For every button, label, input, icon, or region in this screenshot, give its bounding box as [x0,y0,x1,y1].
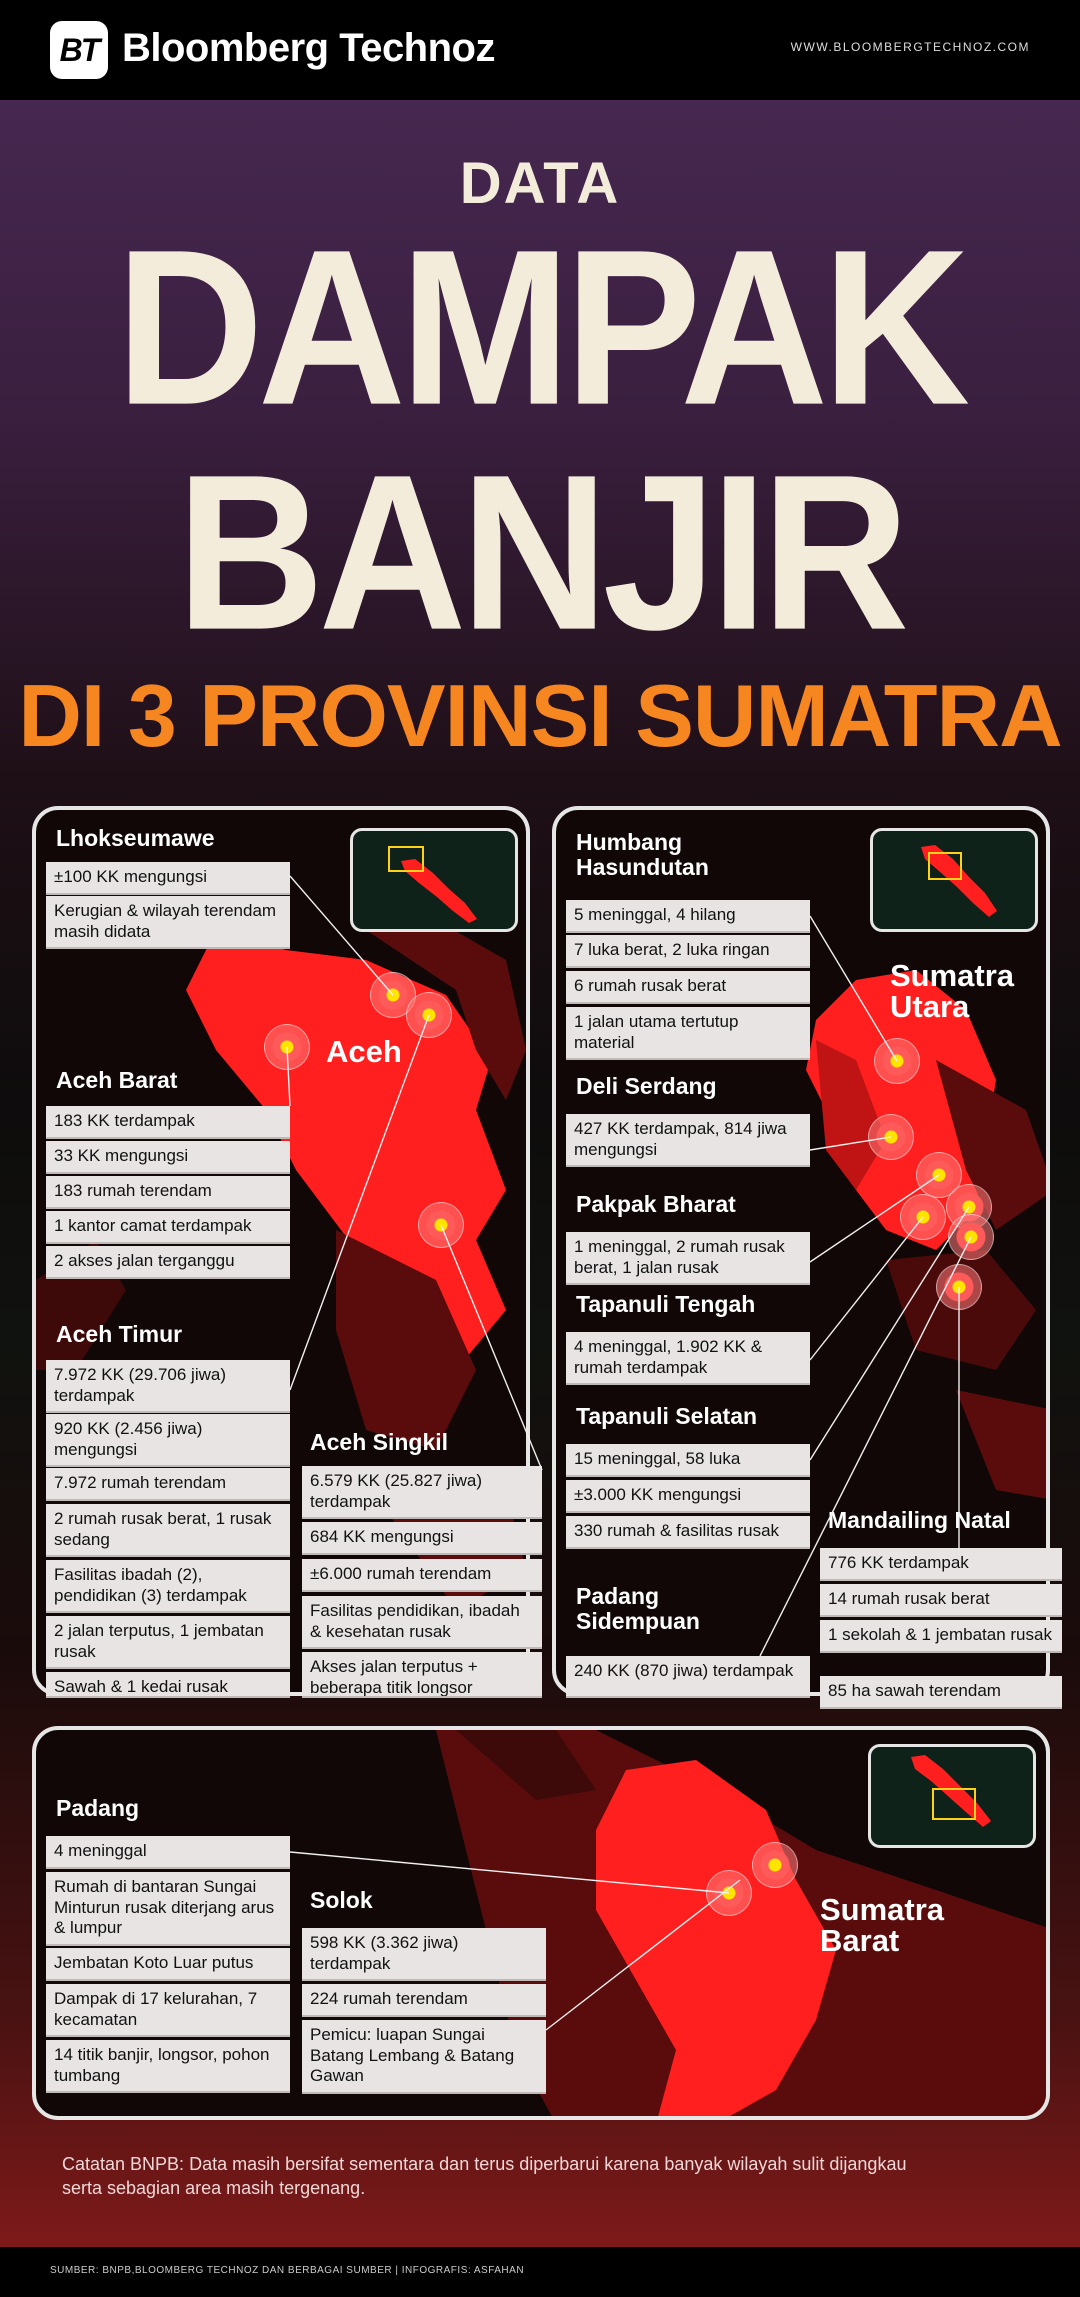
info-box: 6 rumah rusak berat [566,971,810,1004]
info-box: ±3.000 KK mengungsi [566,1480,810,1513]
location-dot [900,1194,946,1240]
info-box: 7.972 rumah terendam [46,1468,290,1501]
info-box: ±100 KK mengungsi [46,862,290,895]
province-sumatra-utara: Sumatra Utara [890,958,1015,1024]
region-aceh-barat: Aceh Barat [56,1067,178,1093]
info-box: 33 KK mengungsi [46,1141,290,1174]
bt-logo-icon: BT [50,21,108,79]
info-box: 183 KK terdampak [46,1106,290,1139]
region-humbang: Humbang Hasundutan [576,829,709,881]
info-box: 1 jalan utama tertutup material [566,1007,810,1060]
info-box: 15 meninggal, 58 luka [566,1444,810,1477]
region-tapanuli-selatan: Tapanuli Selatan [576,1403,758,1429]
region-padang-sidempuan: Padang Sidempuan [576,1583,700,1635]
region-aceh-timur: Aceh Timur [56,1321,183,1347]
info-box: 2 akses jalan terganggu [46,1246,290,1279]
info-box: 2 jalan terputus, 1 jembatan rusak [46,1616,290,1669]
title-banjir: BANJIR [176,428,904,677]
location-dot [752,1842,798,1888]
info-box: Akses jalan terputus + beberapa titik longsor [302,1652,542,1698]
info-box: 7.972 KK (29.706 jiwa) terdampak [46,1360,290,1413]
title-data: DATA [459,151,621,216]
sumatra-inset-icon [353,831,515,929]
info-box: 684 KK mengungsi [302,1522,542,1555]
info-box: 920 KK (2.456 jiwa) mengungsi [46,1414,290,1467]
info-box: 6.579 KK (25.827 jiwa) terdampak [302,1466,542,1519]
region-aceh-singkil: Aceh Singkil [310,1429,449,1455]
info-box: 14 rumah rusak berat [820,1584,1062,1617]
location-dot [868,1114,914,1160]
region-padang: Padang [56,1795,140,1821]
info-box: 427 KK terdampak, 814 jiwa mengungsi [566,1114,810,1167]
sumut-inset-map [870,828,1038,932]
footer-bar [0,2247,1080,2297]
info-box: 183 rumah terendam [46,1176,290,1209]
province-sumatra-barat: Sumatra Barat [820,1892,945,1958]
info-box: 14 titik banjir, longsor, pohon tumbang [46,2040,290,2093]
location-dot [948,1214,994,1260]
info-box: 1 meninggal, 2 rumah rusak berat, 1 jalan rusak [566,1232,810,1285]
location-dot [706,1870,752,1916]
info-box: 330 rumah & fasilitas rusak [566,1516,810,1549]
source-credit: SUMBER: BNPB,BLOOMBERG TECHNOZ DAN BERBAGAI SUMBER | INFOGRAFIS: ASFAHAN [50,2265,525,2276]
sumbar-inset-map [868,1744,1036,1848]
sumatra-inset-icon [871,1747,1033,1845]
region-pakpak-bharat: Pakpak Bharat [576,1191,736,1217]
location-dot [874,1038,920,1084]
region-deli-serdang: Deli Serdang [576,1073,717,1099]
header-bar [0,0,1080,100]
info-box: Fasilitas ibadah (2), pendidikan (3) terdampak [46,1560,290,1613]
info-box: 240 KK (870 jiwa) terdampak [566,1656,810,1698]
info-box: 1 kantor camat terdampak [46,1211,290,1244]
bnpb-note: Catatan BNPB: Data masih bersifat sementara dan terus diperbarui karena banyak wilayah sulit dijangkau serta sebagian area masih tergenang. [62,2154,907,2199]
info-box: Fasilitas pendidikan, ibadah & kesehatan rusak [302,1596,542,1649]
region-lhokseumawe: Lhokseumawe [56,825,215,851]
aceh-inset-map [350,828,518,932]
title-subtitle: DI 3 PROVINSI SUMATRA [18,666,1062,765]
title-dampak: DAMPAK [115,203,965,452]
info-box: Kerugian & wilayah terendam masih didata [46,896,290,949]
location-dot [418,1202,464,1248]
info-box: Rumah di bantaran Sungai Minturun rusak diterjang arus & lumpur [46,1872,290,1946]
info-box: 224 rumah terendam [302,1984,546,2017]
info-box: 1 sekolah & 1 jembatan rusak [820,1620,1062,1653]
info-box: Sawah & 1 kedai rusak [46,1672,290,1698]
info-box: Pemicu: luapan Sungai Batang Lembang & Batang Gawan [302,2020,546,2094]
sumatra-inset-icon [873,831,1035,929]
info-box: 4 meninggal, 1.902 KK & rumah terdampak [566,1332,810,1385]
info-box: 2 rumah rusak berat, 1 rusak sedang [46,1504,290,1557]
region-mandailing-natal: Mandailing Natal [828,1507,1011,1533]
site-url[interactable]: WWW.BLOOMBERGTECHNOZ.COM [790,40,1030,54]
info-box: 4 meninggal [46,1836,290,1869]
info-box: ±6.000 rumah terendam [302,1559,542,1592]
location-dot [406,992,452,1038]
info-box: 776 KK terdampak [820,1548,1062,1581]
info-box: Jembatan Koto Luar putus [46,1948,290,1981]
info-box: 85 ha sawah terendam [820,1676,1062,1709]
location-dot [264,1024,310,1070]
region-solok: Solok [310,1887,373,1913]
province-aceh: Aceh [326,1034,402,1069]
info-box: 5 meninggal, 4 hilang [566,900,810,933]
info-box: 598 KK (3.362 jiwa) terdampak [302,1928,546,1981]
brand-name: Bloomberg Technoz [122,26,495,70]
info-box: Dampak di 17 kelurahan, 7 kecamatan [46,1984,290,2037]
region-tapanuli-tengah: Tapanuli Tengah [576,1291,756,1317]
info-box: 7 luka berat, 2 luka ringan [566,935,810,968]
location-dot [936,1264,982,1310]
